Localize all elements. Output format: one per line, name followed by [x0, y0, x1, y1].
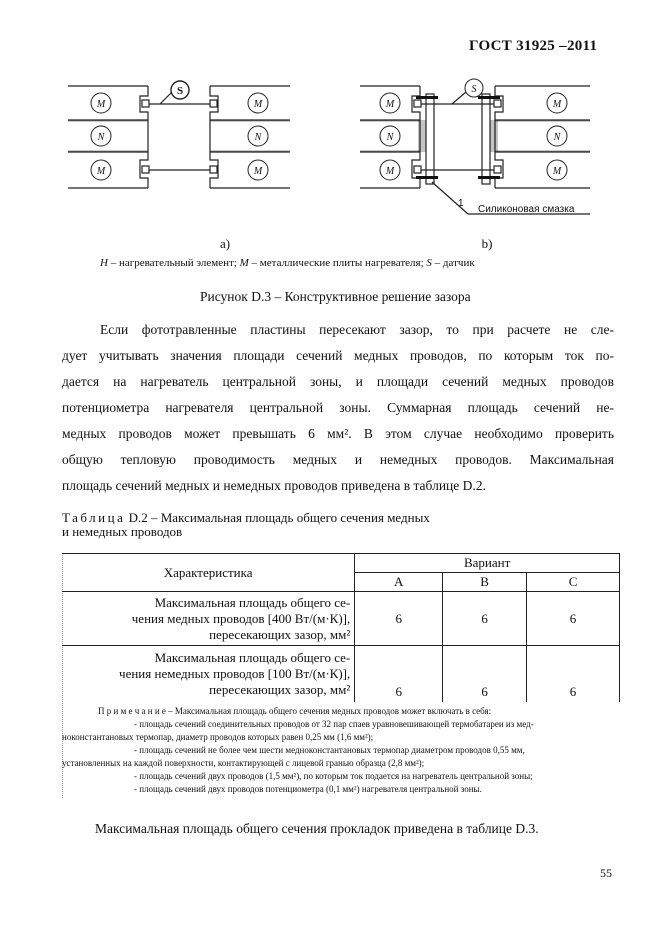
col-characteristic: Характеристика: [62, 554, 355, 592]
closing-sentence: Максимальная площадь общего сечения прокладок приведена в таблице D.3.: [95, 821, 539, 836]
row-noncopper-a: 6: [355, 646, 443, 702]
callout-number: 1: [458, 198, 464, 209]
table-caption: Таблица D.2 – Максимальная площадь общего сечения медных и немедных проводов: [62, 510, 430, 539]
n-marker-b1: N: [386, 132, 394, 143]
variant-c: C: [527, 573, 620, 592]
col-variant: Вариант: [355, 554, 620, 573]
figure-caption: Рисунок D.3 – Конструктивное решение зазора: [200, 289, 471, 304]
m-marker-a4: M: [253, 166, 263, 177]
body-paragraph: Если фототравленные пластины пересекают зазор, то при расчете не сле- дует учитывать значения площади сечений медных проводов, по которым ток по- дается на нагреватель центральной зоны, и площади сечений медных проводов потенциометра нагревателя центральной зоны. Суммарная площадь сечений не- медных проводов может превышать 6 мм². В этом случае необходимо проверить общую тепловую проводимость медных и немедных проводов. Максимальная площадь сечений медных и немедных проводов приведена в таблице D.2.: [62, 322, 614, 493]
n-marker-a1: N: [97, 132, 105, 143]
wire-section-table: [62, 553, 620, 702]
m-marker-b1: M: [385, 99, 395, 110]
m-marker-b4: M: [552, 166, 562, 177]
row-noncopper-c: 6: [527, 646, 620, 702]
s-marker-a: S: [176, 85, 184, 97]
panel-label-b: b): [481, 236, 493, 251]
s-marker-b: S: [471, 84, 477, 95]
row-copper-a: 6: [355, 592, 443, 646]
callout-text: Силиконовая смазка: [478, 204, 575, 215]
page-number: 55: [600, 866, 612, 880]
variant-b: B: [443, 573, 527, 592]
panel-label-a: a): [219, 236, 231, 251]
table-note: П р и м е ч а н и е – Максимальная площадь общего сечения медных проводов может включать в себя: - площадь сечений соединительных проводов от 32 пар спаев уравновешивающей термобатареи из мед- ноконстантановых термопар, диаметр проводов которых равен 0,25 мм (1,6 мм²); - площадь сечений не более чем шести медноконстантановых термопар диаметром проводов 0,55 мм, установленных на каждой поверхности, контактирующей с лицевой гранью образца (2,8 мм²); - площадь сечений двух проводов (1,5 мм²), по которым ток подается на нагреватель центральной зоны; - площадь сечений двух проводов потенциометра (0,1 мм²) нагревателя центральной зоны.: [62, 706, 534, 794]
row-copper-c: 6: [527, 592, 620, 646]
variant-a: A: [355, 573, 443, 592]
m-marker-b2: M: [552, 99, 562, 110]
m-marker-a1: M: [96, 99, 106, 110]
row-noncopper-desc: Максимальная площадь общего се- чения немедных проводов [100 Вт/(м·К)], пересекающих зазор, мм²: [62, 646, 355, 702]
gap-design-figure: [0, 0, 661, 260]
m-marker-b3: M: [385, 166, 395, 177]
n-marker-b2: N: [553, 132, 561, 143]
row-copper-b: 6: [443, 592, 527, 646]
figure-legend: H – нагревательный элемент; M – металлические плиты нагревателя; S – датчик: [100, 257, 475, 269]
row-copper-desc: Максимальная площадь общего се- чения медных проводов [400 Вт/(м·К)], пересекающих зазор, мм²: [62, 592, 355, 646]
m-marker-a2: M: [253, 99, 263, 110]
standard-header: ГОСТ 31925 –2011: [469, 38, 598, 54]
m-marker-a3: M: [96, 166, 106, 177]
n-marker-a2: N: [254, 132, 262, 143]
row-noncopper-b: 6: [443, 646, 527, 702]
